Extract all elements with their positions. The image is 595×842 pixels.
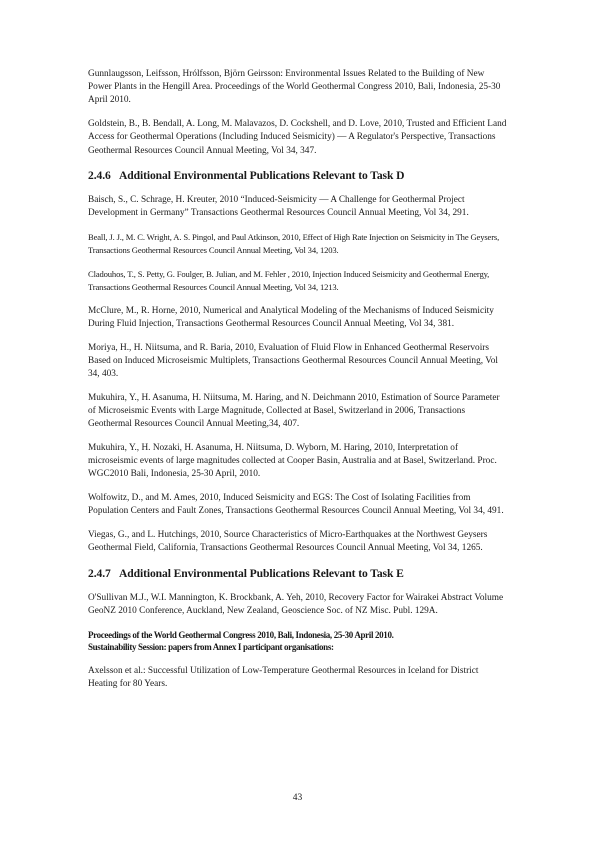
wgc-proceedings-note	[88, 629, 508, 654]
section-number: 2.4.6	[88, 169, 111, 183]
section-heading-task-e	[88, 566, 508, 581]
reference-beall: Beall, J. J., M. C. Wright, A. S. Pingol, and Paul Atkinson, 2010, Effect of High Rate Injection on Seismicity in The Geysers, Transactions Geothermal Resources Council Annual Meeting, Vol 34, 1203.	[88, 232, 500, 256]
section-heading-task-d	[88, 168, 508, 183]
reference-cladouhos: Cladouhos, T., S. Petty, G. Foulger, B. Julian, and M. Fehler , 2010, Injection Induced Seismicity and Geothermal Energy, Transactions Geothermal Resources Council Annual Meeting, Vol 34, 1213.	[88, 269, 490, 293]
reference-mukuhira-basel: Mukuhira, Y., H. Asanuma, H. Niitsuma, M. Haring, and N. Deichmann 2010, Estimation of Source Parameter of Microseismic Events with Large Magnitude, Collected at Basel, Switzerland in 2006, Transactions Geothermal Resources Council Annual Meeting,34, 407.	[88, 392, 500, 430]
reference-baisch: Baisch, S., C. Schrage, H. Kreuter, 2010 “Induced-Seismicity — A Challenge for Geothermal Project Development in Germany” Transactions Geothermal Resources Council Annual Meeting, Vol 34, 291.	[88, 195, 469, 219]
reference-moriya: Moriya, H., H. Niitsuma, and R. Baria, 2010, Evaluation of Fluid Flow in Enhanced Geothermal Reservoirs Based on Induced Microseismic Multiplets, Transactions Geothermal Resources Council Annual Meeting, Vol 34, 403.	[88, 342, 498, 380]
reference-mukuhira-cooper: Mukuhira, Y., H. Nozaki, H. Asanuma, H. Niitsuma, D. Wyborn, M. Haring, 2010, Interpretation of microseismic events of large magnitudes collected at Cooper Basin, Australia and at Basel, Switzerland. Proc. WGC2010 Bali, Indonesia, 25-30 April, 2010.	[88, 443, 497, 480]
reference-axelsson: Axelsson et al.: Successful Utilization of Low-Temperature Geothermal Resources in Iceland for District Heating for 80 Years.	[88, 665, 479, 690]
reference-goldstein: Goldstein, B., B. Bendall, A. Long, M. Malavazos, D. Cockshell, and D. Love, 2010, Trusted and Efficient Land Access for Geothermal Operations (Including Induced Seismicity) — A Regulator's Perspective, Transactions Geothermal Resources Council Annual Meeting, Vol 34, 347.	[88, 119, 507, 156]
wgc-note-line-2: Sustainability Session: papers from Annex I participant organisations:	[88, 642, 334, 653]
section-title: Additional Environmental Publications Relevant to Task D	[119, 169, 405, 183]
reference-viegas: Viegas, G., and L. Hutchings, 2010, Source Characteristics of Micro-Earthquakes at the Northwest Geysers Geothermal Field, California, Transactions Geothermal Resources Council Annual Meeting, Vol 34, 1265.	[88, 530, 488, 554]
reference-wolfowitz: Wolfowitz, D., and M. Ames, 2010, Induced Seismicity and EGS: The Cost of Isolating Facilities from Population Centers and Fault Zones, Transactions Geothermal Resources Council Annual Meeting, Vol 34, 491.	[88, 493, 504, 517]
page-number: 43	[292, 793, 303, 803]
reference-mcclure: McClure, M., R. Horne, 2010, Numerical and Analytical Modeling of the Mechanisms of Induced Seismicity During Fluid Injection, Transactions Geothermal Resources Council Annual Meeting, Vol 34, 381.	[88, 305, 494, 330]
reference-gunnlaugsson: Gunnlaugsson, Leifsson, Hrólfsson, Björn Geirsson: Environmental Issues Related to the Building of New Power Plants in the Hengill Area. Proceedings of the World Geothermal Congress 2010, Bali, Indonesia, 25-30 April 2010.	[88, 69, 501, 106]
page-content	[88, 68, 508, 702]
reference-osullivan: O'Sullivan M.J., W.I. Mannington, K. Brockbank, A. Yeh, 2010, Recovery Factor for Wairakei Abstract Volume GeoNZ 2010 Conference, Auckland, New Zealand, Geoscience Soc. of NZ Misc. Publ. 129A.	[88, 592, 504, 617]
section-number: 2.4.7	[88, 566, 111, 580]
section-title: Additional Environmental Publications Relevant to Task E	[119, 566, 404, 580]
wgc-note-line-1: Proceedings of the World Geothermal Congress 2010, Bali, Indonesia, 25-30 April 2010.	[88, 629, 394, 640]
